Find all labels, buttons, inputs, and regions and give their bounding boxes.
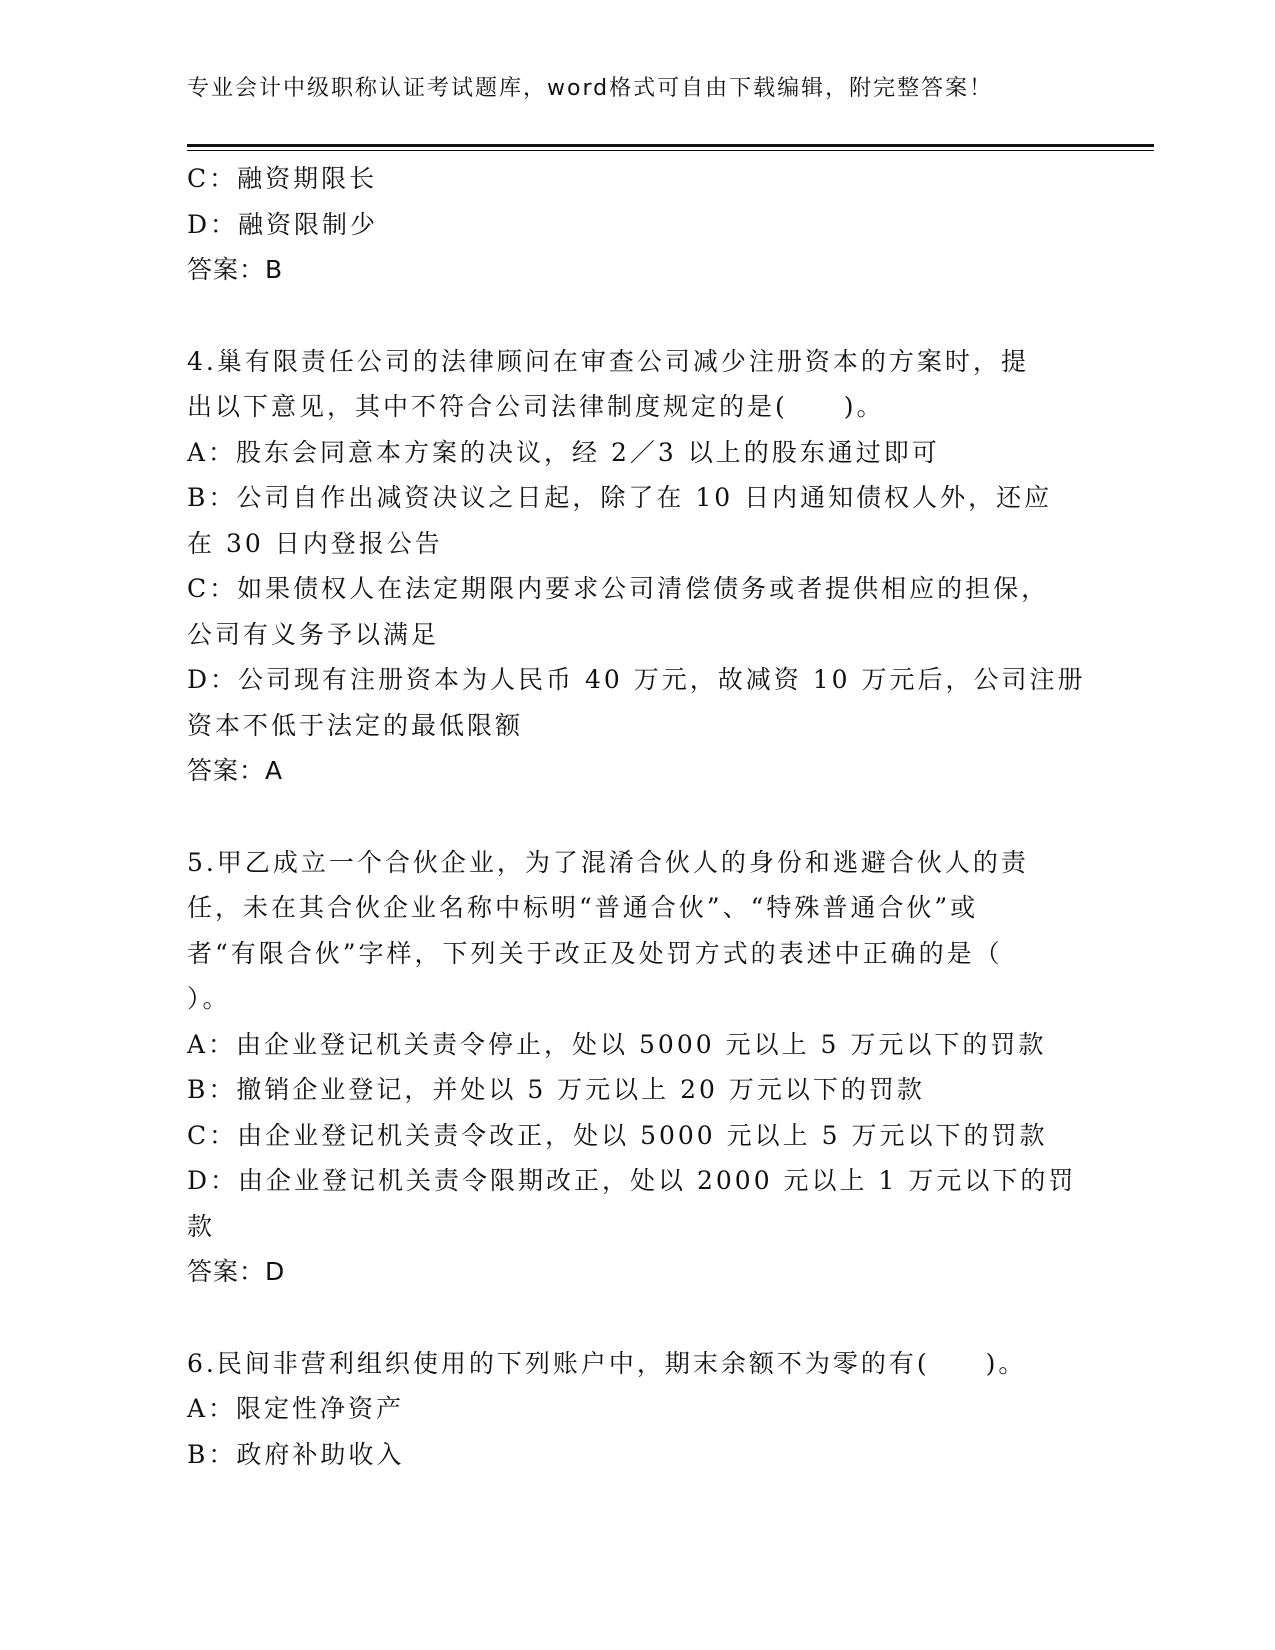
page-header-text: 专业会计中级职称认证考试题库，word格式可自由下载编辑，附完整答案！ <box>187 76 994 101</box>
question-block-5 <box>187 840 1087 1295</box>
answer-line: 答案：B <box>187 255 284 284</box>
question-stem: 任，未在其合伙企业名称中标明“普通合伙”、“特殊普通合伙”或 <box>187 893 979 922</box>
block-spacer <box>187 1295 1087 1341</box>
question-list <box>187 156 1087 1477</box>
question-block-6 <box>187 1341 1087 1478</box>
option-c-continued: 公司有义务予以满足 <box>187 619 440 649</box>
option-d-continued: 款 <box>187 1211 216 1241</box>
question-stem: 出以下意见，其中不符合公司法律制度规定的是( )。 <box>187 392 885 421</box>
option-c: C：由企业登记机关责令改正，处以 5000 元以上 5 万元以下的罚款 <box>187 1120 1048 1150</box>
option-c: C：融资期限长 <box>187 164 378 193</box>
option-b: B：撤销企业登记，并处以 5 万元以上 20 万元以下的罚款 <box>187 1075 925 1104</box>
option-d: D：公司现有注册资本为人民币 40 万元，故减资 10 万元后，公司注册 <box>187 665 1086 694</box>
option-d-continued: 资本不低于法定的最低限额 <box>187 710 524 740</box>
question-stem: 4.巢有限责任公司的法律顾问在审查公司减少注册资本的方案时，提 <box>187 346 1029 376</box>
option-a: A：由企业登记机关责令停止，处以 5000 元以上 5 万元以下的罚款 <box>187 1029 1047 1059</box>
question-stem: ）。 <box>187 984 231 1013</box>
question-stem: 5.甲乙成立一个合伙企业，为了混淆合伙人的身份和逃避合伙人的责 <box>187 847 1029 877</box>
answer-line: 答案：A <box>187 756 284 785</box>
option-b: B：政府补助收入 <box>187 1439 405 1469</box>
option-a: A：股东会同意本方案的决议，经 2／3 以上的股东通过即可 <box>187 437 940 467</box>
option-b: B：公司自作出减资决议之日起，除了在 10 日内通知债权人外，还应 <box>187 483 1053 512</box>
header-rule-thick <box>187 144 1154 147</box>
option-a: A：限定性净资产 <box>187 1394 405 1423</box>
header-rule-thin <box>187 150 1154 151</box>
option-d: D：由企业登记机关责令限期改正，处以 2000 元以上 1 万元以下的罚 <box>187 1166 1077 1195</box>
option-c: C：如果债权人在法定期限内要求公司清偿债务或者提供相应的担保， <box>187 574 1050 603</box>
option-d: D：融资限制少 <box>187 209 379 239</box>
block-spacer <box>187 293 1087 339</box>
question-block-3 <box>187 156 1087 293</box>
block-spacer <box>187 794 1087 840</box>
question-stem: 者“有限合伙”字样，下列关于改正及处罚方式的表述中正确的是（ <box>187 938 1003 968</box>
option-b-continued: 在 30 日内登报公告 <box>187 528 443 558</box>
answer-line: 答案：D <box>187 1257 286 1286</box>
question-block-4 <box>187 339 1087 794</box>
question-stem: 6.民间非营利组织使用的下列账户中，期末余额不为零的有( )。 <box>187 1348 1027 1378</box>
